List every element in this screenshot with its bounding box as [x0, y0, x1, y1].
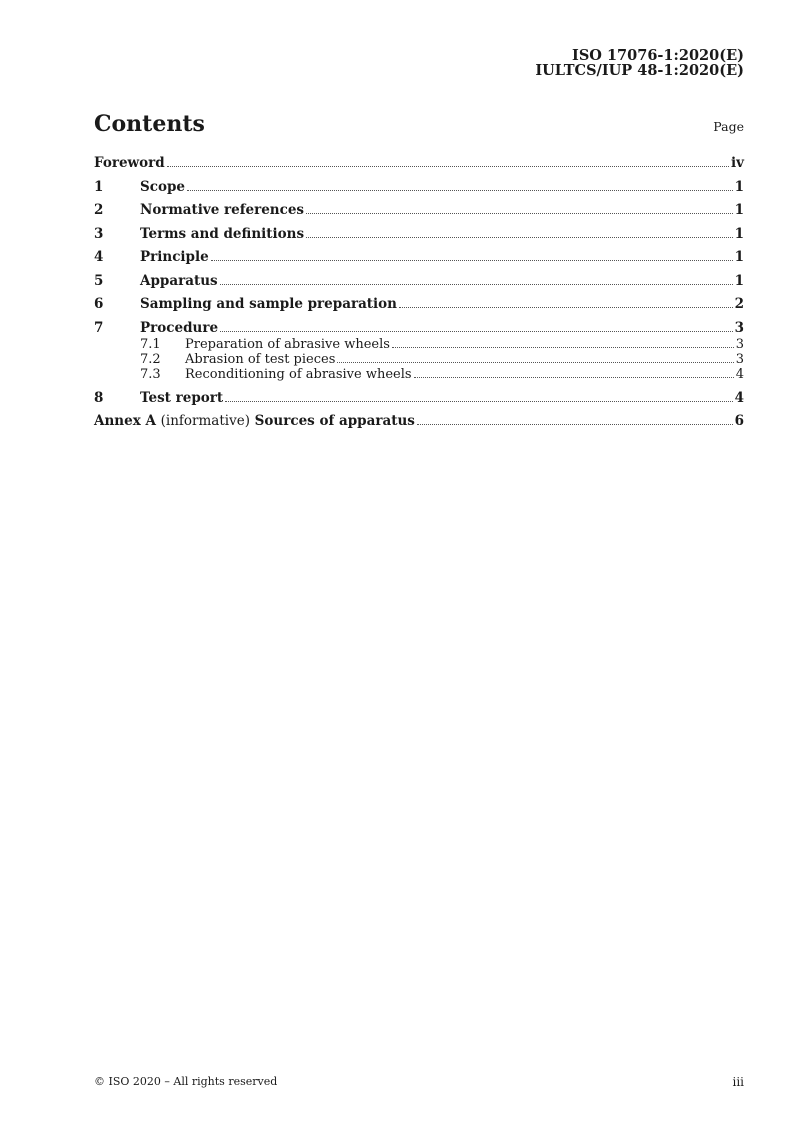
- dot-leader: [306, 237, 733, 238]
- annex-label: Annex A: [94, 413, 156, 429]
- toc-number: 8: [94, 389, 104, 406]
- toc-title: Reconditioning of abrasive wheels: [185, 366, 412, 382]
- toc-entry-6[interactable]: [94, 296, 744, 320]
- dot-leader: [306, 213, 733, 214]
- toc-page: 3: [734, 319, 744, 336]
- toc-number: 7.1: [140, 336, 161, 352]
- dot-leader: [225, 401, 732, 402]
- toc-number: 7: [94, 319, 104, 336]
- toc-entry-5[interactable]: [94, 273, 744, 297]
- toc-page: 1: [734, 178, 744, 195]
- dot-leader: [399, 307, 733, 308]
- toc-number: 2: [94, 202, 104, 218]
- dot-leader: [414, 377, 734, 378]
- toc-title: Preparation of abrasive wheels: [185, 336, 390, 352]
- copyright-notice: © ISO 2020 – All rights reserved: [94, 1075, 278, 1088]
- toc-page: 3: [735, 336, 744, 352]
- dot-leader: [220, 284, 733, 285]
- page-column-label: Page: [713, 119, 744, 134]
- toc-page: 3: [735, 351, 744, 367]
- toc-number: 6: [94, 296, 104, 312]
- toc-number: 7.2: [140, 351, 161, 367]
- toc-title: Normative references: [140, 202, 305, 218]
- toc-page: 4: [734, 389, 744, 406]
- standard-number: ISO 17076-1:2020(E): [572, 47, 744, 64]
- dot-leader: [167, 166, 729, 167]
- toc-page: 1: [734, 249, 744, 265]
- toc-page: iv: [731, 155, 744, 171]
- contents-title: Contents: [94, 111, 205, 137]
- toc-entry-7-1[interactable]: [94, 337, 744, 352]
- toc-title: Principle: [140, 249, 209, 265]
- toc-title: Apparatus: [140, 272, 218, 289]
- toc-entry-1[interactable]: [94, 179, 744, 203]
- toc-title: Scope: [140, 178, 186, 195]
- standard-number-secondary: IULTCS/IUP 48-1:2020(E): [535, 62, 744, 79]
- toc-entry-4[interactable]: [94, 249, 744, 273]
- toc-number: 5: [94, 272, 104, 289]
- toc-title: Procedure: [140, 319, 219, 336]
- toc-title: Sampling and sample preparation: [140, 296, 397, 312]
- dot-leader: [187, 190, 733, 191]
- dot-leader: [220, 331, 733, 332]
- toc-entry-annex-a[interactable]: [94, 413, 744, 437]
- page-number: iii: [732, 1075, 744, 1089]
- toc-number: 7.3: [140, 366, 161, 382]
- toc-entry-3[interactable]: [94, 226, 744, 250]
- annex-title: Sources of apparatus: [254, 413, 415, 429]
- table-of-contents: [94, 155, 744, 437]
- toc-number: 4: [94, 249, 104, 265]
- dot-leader: [211, 260, 733, 261]
- toc-page: 4: [735, 366, 744, 382]
- toc-page: 6: [734, 413, 744, 429]
- toc-entry-7-3[interactable]: [94, 367, 744, 382]
- toc-entry-7-2[interactable]: [94, 352, 744, 367]
- document-header: [535, 48, 744, 78]
- toc-title: [94, 413, 415, 429]
- toc-entry-2[interactable]: [94, 202, 744, 226]
- toc-page: 2: [734, 296, 744, 312]
- toc-page: 1: [734, 225, 744, 242]
- page-footer: [94, 1075, 744, 1089]
- toc-entry-foreword[interactable]: [94, 155, 744, 179]
- toc-title: Test report: [140, 389, 224, 406]
- annex-qualifier: (informative): [160, 413, 250, 429]
- toc-title: Terms and definitions: [140, 225, 305, 242]
- toc-title: Abrasion of test pieces: [185, 351, 336, 367]
- toc-title: Foreword: [94, 155, 165, 171]
- toc-entry-8[interactable]: [94, 390, 744, 414]
- toc-entry-7[interactable]: [94, 320, 744, 337]
- dot-leader: [337, 362, 733, 363]
- toc-page: 1: [734, 272, 744, 289]
- dot-leader: [417, 424, 733, 425]
- toc-number: 3: [94, 225, 104, 242]
- toc-page: 1: [734, 202, 744, 218]
- toc-number: 1: [94, 178, 104, 195]
- dot-leader: [392, 347, 734, 348]
